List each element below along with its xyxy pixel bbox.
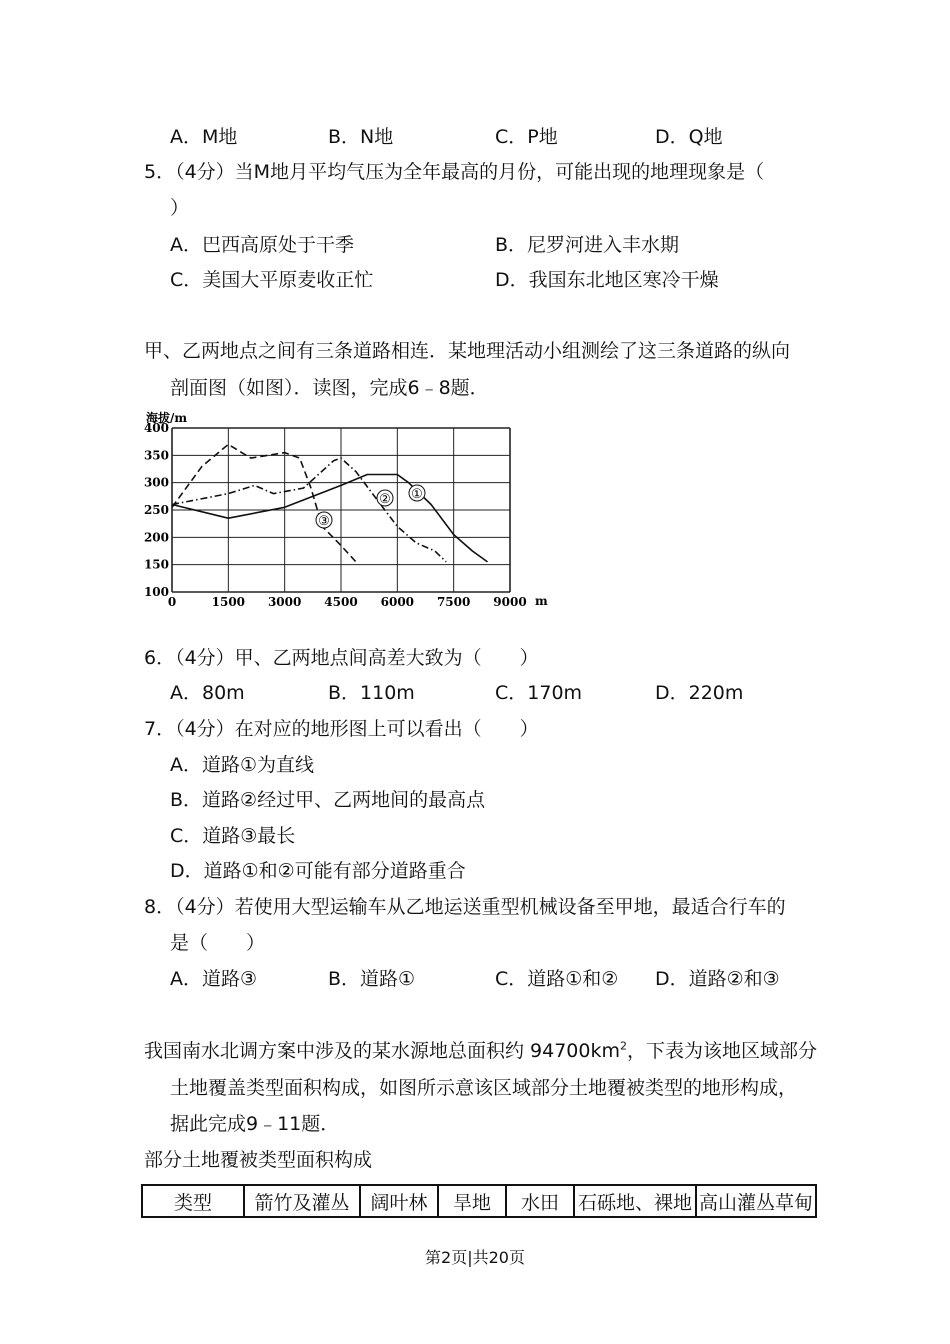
- chart-ticks: [144, 421, 527, 609]
- q7-option-c: C．道路③最长: [170, 825, 296, 847]
- x-axis-label: m: [535, 594, 548, 608]
- x-tick-label: 4500: [324, 595, 358, 609]
- y-tick-label: 250: [143, 503, 169, 517]
- q8-option-b: B．道路①: [328, 968, 416, 990]
- y-tick-label: 150: [143, 557, 169, 572]
- series-3-marker: [316, 512, 332, 529]
- q6-option-a: A．80m: [170, 682, 245, 704]
- q6-option-b: B．110m: [328, 682, 415, 704]
- table-header-cell: 旱地: [438, 1185, 506, 1217]
- roads-intro: 甲、乙两地点之间有三条道路相连．某地理活动小组测绘了这三条道路的纵向: [144, 340, 791, 362]
- x-tick-label: 1500: [211, 595, 246, 609]
- chart-series: [172, 444, 488, 562]
- table-header-row: [142, 1185, 816, 1217]
- q5-option-a: A．巴西高原处于干季: [170, 234, 354, 256]
- table-header-cell: 水田: [506, 1185, 574, 1217]
- q4-option-d: D．Q地: [655, 126, 723, 148]
- q5-option-b: B．尼罗河进入丰水期: [495, 234, 680, 256]
- water-intro-sup: 2: [620, 1039, 627, 1053]
- q5-stem-cont: ）: [170, 197, 190, 219]
- x-tick-label: 9000: [493, 595, 527, 609]
- q8-option-a: A．道路③: [170, 968, 258, 990]
- table-title: 部分土地覆被类型面积构成: [144, 1149, 373, 1171]
- q5-option-c: C．美国大平原麦收正忙: [170, 269, 374, 291]
- series-3-label: ③: [318, 514, 330, 529]
- road-profile-chart: [140, 406, 550, 611]
- page-footer: 第2页|共20页: [425, 1248, 525, 1267]
- q5-stem: 5．（4分）当M地月平均气压为全年最高的月份，可能出现的地理现象是（: [144, 161, 765, 183]
- water-intro-cont-2: 据此完成9﹣11题．: [170, 1113, 340, 1135]
- y-tick-label: 100: [143, 585, 169, 599]
- q5-option-d: D．我国东北地区寒冷干燥: [495, 269, 719, 291]
- series-2-marker: [377, 490, 393, 507]
- series-1-marker: [409, 485, 425, 502]
- q7-stem: 7．（4分）在对应的地形图上可以看出（ ）: [144, 718, 539, 740]
- table-header-cell: 高山灌丛草甸: [696, 1185, 816, 1217]
- q8-stem: 8．（4分）若使用大型运输车从乙地运送重型机械设备至甲地，最适合行车的: [144, 896, 786, 918]
- x-tick-label: 6000: [380, 595, 415, 609]
- water-intro: [144, 1039, 817, 1063]
- y-axis-label: 海拔/m: [146, 411, 188, 425]
- y-tick-label: 200: [143, 530, 169, 545]
- table-header-cell: 阔叶林: [360, 1185, 438, 1217]
- series-1-label: ①: [411, 487, 423, 502]
- chart-grid: [172, 428, 510, 592]
- q8-option-d: D．道路②和③: [655, 968, 780, 990]
- q6-option-d: D．220m: [655, 682, 744, 704]
- y-tick-label: 300: [143, 475, 169, 490]
- q7-option-a: A．道路①为直线: [170, 754, 315, 776]
- land-cover-table: [141, 1184, 817, 1218]
- water-intro-b: ，下表为该地区域部分: [627, 1040, 818, 1062]
- table-header-cell: 石砾地、裸地: [574, 1185, 696, 1217]
- q6-option-c: C．170m: [495, 682, 583, 704]
- series-3-line: [172, 444, 356, 562]
- water-intro-a: 我国南水北调方案中涉及的某水源地总面积约 94700km: [144, 1040, 620, 1062]
- y-tick-label: 350: [143, 448, 169, 463]
- q7-option-d: D．道路①和②可能有部分道路重合: [170, 860, 466, 882]
- roads-intro-cont: 剖面图（如图）．读图，完成6﹣8题．: [170, 377, 489, 399]
- x-tick-label: 0: [167, 595, 177, 609]
- q4-option-c: C．P地: [495, 126, 558, 148]
- q8-option-c: C．道路①和②: [495, 968, 619, 990]
- water-intro-cont: 土地覆盖类型面积构成，如图所示意该区域部分土地覆被类型的地形构成，: [170, 1077, 798, 1099]
- q4-option-b: B．N地: [328, 126, 394, 148]
- table-header-cell: 箭竹及灌丛: [244, 1185, 360, 1217]
- q8-stem-cont: 是（ ）: [170, 932, 266, 954]
- q4-option-a: A．M地: [170, 126, 238, 148]
- q6-stem: 6．（4分）甲、乙两地点间高差大致为（ ）: [144, 647, 539, 669]
- y-tick-label: 400: [143, 421, 169, 435]
- series-2-label: ②: [379, 492, 391, 507]
- x-tick-label: 7500: [436, 595, 471, 609]
- x-tick-label: 3000: [267, 595, 302, 609]
- q7-option-b: B．道路②经过甲、乙两地间的最高点: [170, 789, 486, 811]
- table-header-cell: 类型: [142, 1185, 244, 1217]
